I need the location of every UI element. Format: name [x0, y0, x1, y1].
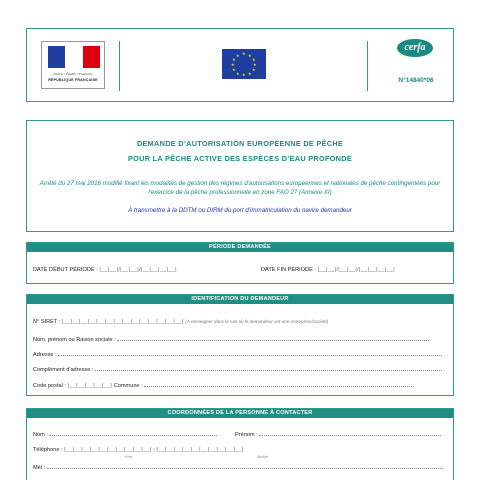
periode-heading: PÉRIODE DEMANDÉE [27, 243, 453, 252]
name-field[interactable] [117, 336, 429, 341]
transmit-instruction: À transmettre à la DDTM ou DIRM du port d'immatriculation du navire demandeur [128, 207, 352, 214]
contact-heading: COORDONNÉES DE LA PERSONNE À CONTACTER [27, 409, 453, 418]
mel-row [33, 464, 447, 471]
eu-flag-icon: ★ ★ ★ ★ ★ ★ ★ ★ ★ ★ ★ ★ [222, 49, 266, 79]
siret-label: N° SIRET : [33, 319, 61, 325]
address-field[interactable] [58, 351, 442, 356]
decree-reference: Arrêté du 27 mai 2016 modifié fixant les modalités de gestion des régimes d'autorisations européennes et nationales de pêche contingentées pour l'exercice de la pêche professionnelle en zone FAO 27 (Annexe XI) [39, 180, 441, 196]
start-date-field[interactable]: |__|__|/|__|__|/|__|__|__|__| [99, 267, 177, 273]
contact-prenom-row [235, 431, 447, 438]
rf-motto: Liberté • Égalité • Fraternité [53, 72, 93, 76]
phone-separator: ; [153, 447, 155, 453]
end-date-field[interactable]: |__|__|/|__|__|/|__|__|__|__| [317, 267, 396, 273]
periode-section [26, 242, 454, 284]
periode-end-row [261, 267, 447, 273]
commune-label: Commune : [113, 383, 143, 389]
siret-row [33, 319, 447, 325]
name-row [33, 336, 447, 343]
end-date-label: DATE FIN PÉRIODE : [261, 267, 316, 273]
cerfa-logo: cerfa [397, 39, 433, 57]
phone-fixe-hint: Fixe [125, 455, 133, 459]
phone-label: Téléphone : [33, 447, 63, 453]
phone-row [33, 447, 447, 453]
title-box [26, 120, 454, 232]
contact-nom-label: Nom : [33, 432, 48, 438]
phone-mobile-field[interactable]: |__|__|__|__|__|__|__|__|__|__| [156, 447, 244, 453]
mel-field[interactable] [47, 464, 443, 469]
address2-row [33, 366, 447, 373]
header-box [26, 28, 454, 102]
address-label: Adresse : [33, 352, 57, 358]
address2-field[interactable] [95, 366, 442, 371]
phone-mobile-hint: Mobile [257, 455, 269, 459]
rf-name: RÉPUBLIQUE FRANÇAISE [48, 78, 98, 82]
postal-label: Code postal : [33, 383, 66, 389]
header-divider [367, 41, 368, 91]
phone-fixe-field[interactable]: |__|__|__|__|__|__|__|__|__|__| [64, 447, 152, 453]
postal-code-field[interactable]: |__|__|__|__|__| [67, 383, 113, 389]
name-label: Nom, prénom ou Raison sociale : [33, 337, 116, 343]
mel-label: Mél : [33, 465, 46, 471]
postal-row [33, 382, 447, 389]
cerfa-number: N°14840*06 [398, 77, 434, 84]
french-flag-icon [48, 46, 100, 68]
contact-prenom-label: Prénom : [235, 432, 258, 438]
contact-prenom-field[interactable] [259, 431, 441, 436]
header-divider [119, 41, 120, 91]
address2-label: Complément d'adresse : [33, 367, 94, 373]
siret-field[interactable]: |__|__|__|__|__|__|__|__|__|__|__|__|__|__| [61, 319, 184, 325]
address-row [33, 351, 447, 358]
republique-francaise-logo [41, 41, 105, 89]
siret-hint: (A renseigner dans le cas où le demandeur est une entreprise/société) [185, 319, 329, 324]
identification-section [26, 294, 454, 396]
contact-section [26, 408, 454, 480]
contact-nom-field[interactable] [49, 431, 217, 436]
start-date-label: DATE DÉBUT PÉRIODE : [33, 267, 98, 273]
form-title-line1: DEMANDE D’AUTORISATION EUROPÉENNE DE PÊCHE [136, 139, 344, 148]
identification-heading: IDENTIFICATION DU DEMANDEUR [27, 295, 453, 304]
commune-field[interactable] [144, 382, 412, 387]
form-title-line2: POUR LA PÊCHE ACTIVE DES ESPÈCES D’EAU PROFONDE [128, 154, 352, 163]
